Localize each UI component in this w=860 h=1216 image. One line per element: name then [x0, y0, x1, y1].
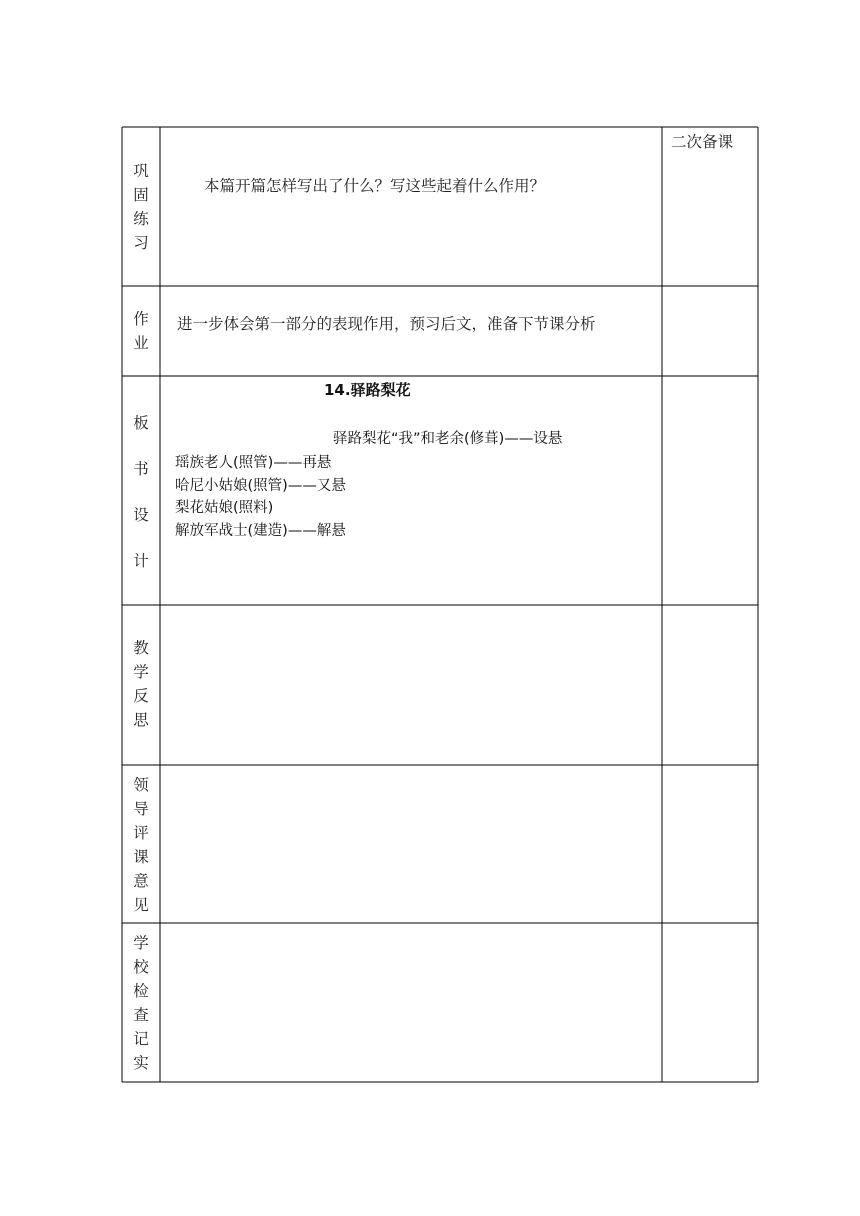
- homework-content: 进一步体会第一部分的表现作用，预习后文，准备下节课分析: [177, 315, 596, 333]
- board-line: 梨花姑娘(照料): [175, 500, 274, 516]
- row-label-teaching-reflection: 教 学 反 思: [133, 639, 149, 729]
- row-label-school-inspection: 学 校 检 查 记 实: [133, 934, 149, 1072]
- secondary-prep-header: 二次备课: [671, 133, 734, 151]
- row-label-leadership-review: 领 导 评 课 意 见: [133, 776, 149, 914]
- board-line: 驿路梨花“我”和老余(修葺)——设悬: [333, 431, 563, 447]
- consolidation-content: 本篇开篇怎样写出了什么？写这些起着什么作用？: [204, 177, 546, 195]
- board-line: 瑶族老人(照管)——再悬: [175, 455, 332, 471]
- board-line: 解放军战士(建造)——解悬: [175, 523, 346, 539]
- row-label-homework: 作 业: [133, 310, 149, 352]
- board-title: 14.驿路梨花: [324, 381, 411, 399]
- row-label-board-design: 板 书 设 计: [133, 414, 149, 570]
- board-line: 哈尼小姑娘(照管)——又悬: [175, 478, 346, 494]
- row-label-consolidation: 巩 固 练 习: [133, 162, 149, 252]
